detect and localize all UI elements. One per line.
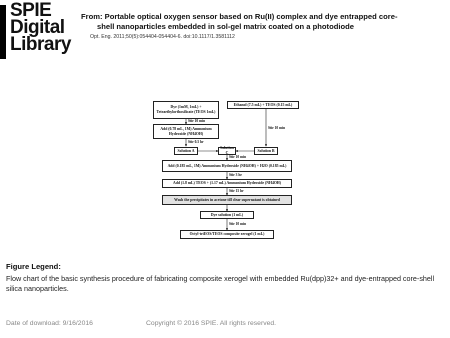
step-stir-10min-d: Stir 10 min (229, 222, 247, 226)
logo-line-1: SPIE (10, 0, 52, 21)
citation: Opt. Eng. 2011;50(5):054404-054404-6. doi:10.1117/1.3581112 (90, 34, 235, 40)
box-solution-b: Solution B (254, 147, 278, 155)
step-stir-15hr: Stir 15 hr (229, 189, 244, 193)
logo-line-2: Digital (10, 17, 65, 38)
copyright: Copyright © 2016 SPIE. All rights reserved. (146, 320, 277, 327)
box-dye-solution: Dye solution (1 mL) (200, 211, 254, 219)
box-dye-teos: Dye (1mM, 1mL) + Tetraethylorthosilicate (TEOS 1mL) (153, 101, 219, 119)
box-teos-ammonium: Add (1.8 mL) TEOS + (1.17 mL) Ammonium Hydroxide (NH4OH) (162, 179, 292, 188)
box-solution-a: Solution A (174, 147, 198, 155)
box-ethanol-teos: Ethanol (7.5 mL) + TEOS (0.15 mL) (227, 101, 299, 109)
logo-line-3: Library (10, 34, 71, 55)
box-final-xerogel: Octyl-triEOS/TEOS composite xerogel (1 mL) (180, 230, 274, 239)
box-solution-c: Solution C (218, 147, 236, 155)
box-ammonium-1: Add (0.78 mL, 1M) Ammonium Hydroxide (NH4OH) (153, 124, 219, 139)
legend-text: Flow chart of the basic synthesis procedure of fabricating composite xerogel with embedded Ru(dpp)32+ and dye-entrapped core-shell silica nanoparticles. (6, 274, 435, 293)
box-wash-precipitates: Wash the precipitates in acetone till clear supernatant is obtained (162, 195, 292, 205)
title-line-1: From: Portable optical oxygen sensor based on Ru(II) complex and dye entrapped core- (81, 12, 398, 21)
download-date: Date of download: 9/16/2016 (6, 320, 93, 327)
step-stir-3hr: Stir 3 hr (229, 173, 242, 177)
step-stir-0-5hr: Stir 0.5 hr (188, 140, 204, 144)
step-stir-10min-b: Stir 10 min (268, 126, 286, 130)
step-stir-10min-a: Stir 10 min (188, 119, 206, 123)
step-stir-10min-c: Stir 10 min (229, 155, 247, 159)
legend-title: Figure Legend: (6, 262, 61, 271)
title-line-2: shell nanoparticles embedded in sol-gel matrix coated on a photodiode (97, 22, 354, 31)
box-ammonium-2: Add (0.185 mL, 1M) Ammonium Hydroxide (NH4OH) + H2O (0.185 mL) (162, 160, 292, 172)
